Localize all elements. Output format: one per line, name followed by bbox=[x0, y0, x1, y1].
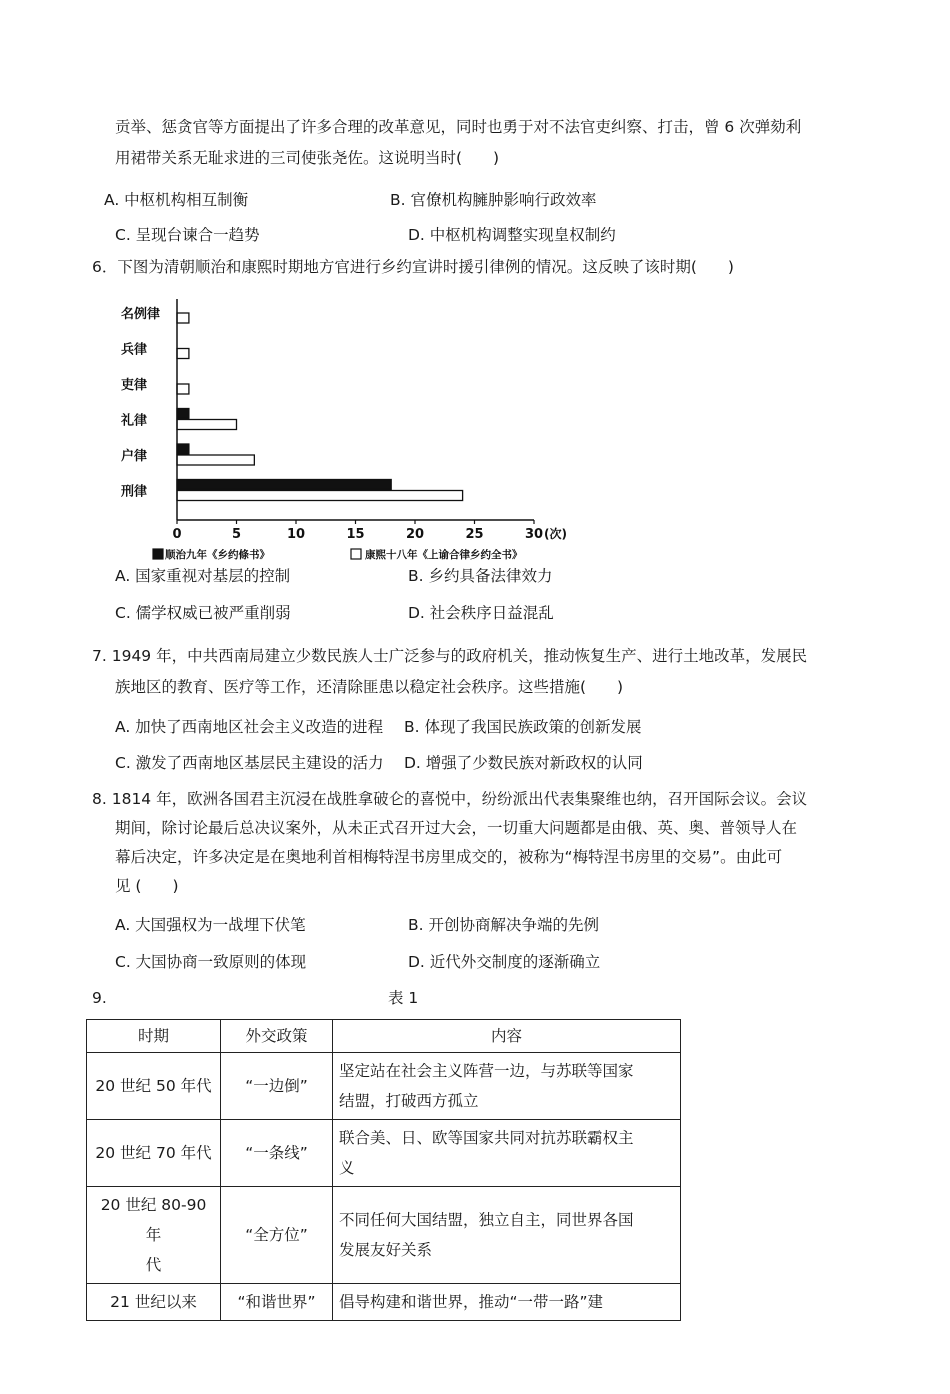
period-cell: 20 世纪 50 年代 bbox=[87, 1053, 221, 1120]
q8-option-c: C. 大国协商一致原则的体现 bbox=[115, 953, 307, 971]
content-line: 联合美、日、欧等国家共同对抗苏联霸权主 bbox=[339, 1129, 634, 1147]
period-line: 20 世纪 80-90 年 bbox=[100, 1196, 207, 1244]
content-cell bbox=[333, 1187, 681, 1284]
bar-shunzhi bbox=[177, 480, 391, 490]
content-cell: 倡导构建和谐世界，推动“一带一路”建 bbox=[333, 1284, 681, 1321]
bar-kangxi bbox=[177, 420, 237, 430]
q7-option-d: D. 增强了少数民族对新政权的认同 bbox=[404, 754, 643, 772]
q7-option-b: B. 体现了我国民族政策的创新发展 bbox=[404, 718, 642, 736]
category-label: 吏律 bbox=[121, 378, 148, 393]
category-label: 礼律 bbox=[121, 413, 148, 429]
q7-stem-line-1: 7. 1949 年，中共西南局建立少数民族人士广泛参与的政府机关，推动恢复生产、进行土地改革，发展民 bbox=[92, 647, 808, 665]
policy-cell: “一边倒” bbox=[221, 1053, 333, 1120]
bar-shunzhi bbox=[177, 409, 189, 419]
q8-stem-line-1: 8. 1814 年，欧洲各国君主沉浸在战胜拿破仑的喜悦中，纷纷派出代表集聚维也纳，召开国际会议。会议 bbox=[92, 790, 808, 808]
content-line: 坚定站在社会主义阵营一边，与苏联等国家 bbox=[339, 1062, 634, 1080]
legend-swatch-shunzhi bbox=[153, 549, 163, 559]
table-row bbox=[87, 1187, 681, 1284]
bar-kangxi bbox=[177, 384, 189, 394]
q5-stem-line-1: 贡举、惩贪官等方面提出了许多合理的改革意见，同时也勇于对不法官吏纠察、打击，曾 6 次弹劾利 bbox=[115, 118, 802, 136]
q5-stem-line-2: 用裙带关系无耻求进的三司使张尧佐。这说明当时( ) bbox=[115, 149, 500, 167]
x-tick-label: 30 bbox=[524, 527, 544, 542]
category-label: 兵律 bbox=[121, 342, 148, 358]
category-label: 刑律 bbox=[121, 484, 148, 500]
legend-swatch-kangxi bbox=[351, 549, 361, 559]
bar-shunzhi bbox=[177, 444, 189, 454]
q8-stem-line-4: 见 ( ) bbox=[115, 877, 179, 895]
x-tick-label: 25 bbox=[465, 527, 484, 542]
q6-option-a: A. 国家重视对基层的控制 bbox=[115, 567, 291, 585]
q8-option-d: D. 近代外交制度的逐渐确立 bbox=[408, 953, 601, 971]
q7-option-a: A. 加快了西南地区社会主义改造的进程 bbox=[115, 718, 384, 736]
bar-kangxi bbox=[177, 455, 254, 465]
table-row bbox=[87, 1120, 681, 1187]
q8-stem-line-2: 期间，除讨论最后总决议案外，从未正式召开过大会，一切重大问题都是由俄、英、奥、普领导人在 bbox=[115, 819, 798, 837]
x-tick-label: 20 bbox=[405, 527, 425, 542]
q9-table-caption: 表 1 bbox=[388, 989, 419, 1007]
header-content: 内容 bbox=[333, 1020, 681, 1053]
bar-kangxi bbox=[177, 313, 189, 323]
policy-cell: “全方位” bbox=[221, 1187, 333, 1284]
content-line: 结盟，打破西方孤立 bbox=[339, 1092, 479, 1110]
q6-option-c: C. 儒学权威已被严重削弱 bbox=[115, 604, 291, 622]
period-line: 代 bbox=[145, 1256, 162, 1274]
q6-bar-chart bbox=[115, 295, 575, 561]
q6-stem: 6．下图为清朝顺治和康熙时期地方官进行乡约宣讲时援引律例的情况。这反映了该时期( ) bbox=[92, 258, 734, 276]
q6-option-b: B. 乡约具备法律效力 bbox=[408, 567, 553, 585]
legend-label-kangxi: 康熙十八年《上谕合律乡约全书》 bbox=[365, 549, 523, 561]
period-cell: 20 世纪 70 年代 bbox=[87, 1120, 221, 1187]
policy-cell: “和谐世界” bbox=[221, 1284, 333, 1321]
q7-option-c: C. 激发了西南地区基层民主建设的活力 bbox=[115, 754, 384, 772]
table-row bbox=[87, 1053, 681, 1120]
x-unit-label: (次) bbox=[544, 527, 567, 541]
legend-label-shunzhi: 顺治九年《乡约條书》 bbox=[165, 549, 270, 561]
policy-cell: “一条线” bbox=[221, 1120, 333, 1187]
q8-stem-line-3: 幕后决定，许多决定是在奥地利首相梅特涅书房里成交的，被称为“梅特涅书房里的交易”。由此可 bbox=[115, 848, 783, 866]
q8-option-a: A. 大国强权为一战埋下伏笔 bbox=[115, 916, 306, 934]
period-cell bbox=[87, 1187, 221, 1284]
table-row bbox=[87, 1284, 681, 1321]
category-label: 户律 bbox=[121, 449, 148, 464]
bar-kangxi bbox=[177, 491, 463, 501]
period-cell: 21 世纪以来 bbox=[87, 1284, 221, 1321]
q6-option-d: D. 社会秩序日益混乱 bbox=[408, 604, 554, 622]
q5-option-c: C. 呈现台谏合一趋势 bbox=[115, 226, 260, 244]
header-period: 时期 bbox=[87, 1020, 221, 1053]
table-header-row bbox=[87, 1020, 681, 1053]
category-label: 名例律 bbox=[121, 307, 161, 322]
q5-option-a: A. 中枢机构相互制衡 bbox=[104, 191, 249, 209]
x-tick-label: 5 bbox=[231, 527, 242, 542]
q5-option-b: B. 官僚机构臃肿影响行政效率 bbox=[390, 191, 597, 209]
content-cell bbox=[333, 1053, 681, 1120]
content-line: 发展友好关系 bbox=[339, 1241, 433, 1259]
x-tick-label: 10 bbox=[286, 527, 306, 542]
x-tick-label: 0 bbox=[172, 527, 182, 542]
content-cell bbox=[333, 1120, 681, 1187]
q9-foreign-policy-table bbox=[86, 1019, 681, 1321]
bar-kangxi bbox=[177, 349, 189, 359]
content-line: 不同任何大国结盟，独立自主，同世界各国 bbox=[339, 1211, 634, 1229]
x-tick-label: 15 bbox=[346, 527, 365, 542]
q5-option-d: D. 中枢机构调整实现皇权制约 bbox=[408, 226, 616, 244]
q8-option-b: B. 开创协商解决争端的先例 bbox=[408, 916, 599, 934]
q9-number: 9. bbox=[92, 989, 107, 1007]
q7-stem-line-2: 族地区的教育、医疗等工作，还清除匪患以稳定社会秩序。这些措施( ) bbox=[115, 678, 624, 696]
header-policy: 外交政策 bbox=[221, 1020, 333, 1053]
content-line: 义 bbox=[339, 1159, 355, 1177]
